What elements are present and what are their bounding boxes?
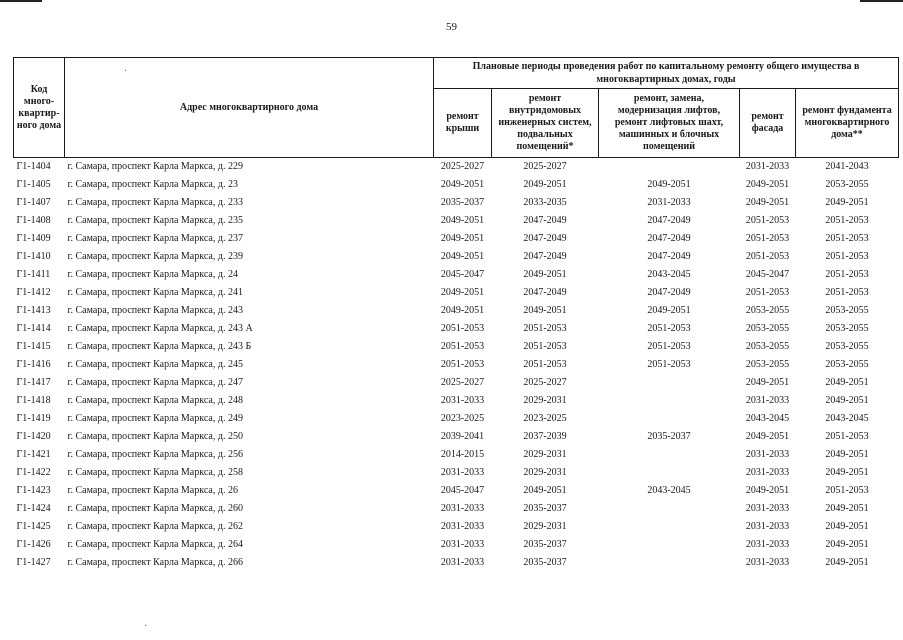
cell-code: Г1-1418 <box>16 395 51 406</box>
cell-foundation: 2053-2055 <box>825 323 869 334</box>
cell-address: г. Самара, проспект Карла Маркса, д. 24 <box>67 269 238 280</box>
cell-facade: 2051-2053 <box>745 251 790 262</box>
table-row <box>14 284 899 302</box>
cell-roof: 2031-2033 <box>440 503 485 514</box>
cell-systems: 2047-2049 <box>523 251 567 262</box>
cell-elevators: 2049-2051 <box>647 179 691 190</box>
cell-facade: 2031-2033 <box>745 539 790 550</box>
cell-systems: 2051-2053 <box>523 341 567 352</box>
cell-address: г. Самара, проспект Карла Маркса, д. 262 <box>67 521 243 532</box>
cell-address: г. Самара, проспект Карла Маркса, д. 266 <box>67 557 243 568</box>
cell-elevators: 2051-2053 <box>647 359 691 370</box>
cell-roof: 2049-2051 <box>440 251 485 262</box>
cell-roof: 2023-2025 <box>440 413 485 424</box>
table-row <box>14 176 899 194</box>
cell-foundation: 2049-2051 <box>825 377 869 388</box>
table-row <box>14 338 899 356</box>
cell-systems: 2035-2037 <box>523 503 567 514</box>
cell-facade: 2053-2055 <box>745 359 790 370</box>
cell-address: г. Самара, проспект Карла Маркса, д. 233 <box>67 197 243 208</box>
cell-address: г. Самара, проспект Карла Маркса, д. 258 <box>67 467 243 478</box>
cell-code: Г1-1413 <box>16 305 51 316</box>
cell-roof: 2025-2027 <box>434 158 492 177</box>
table-row <box>14 158 899 177</box>
cell-foundation: 2041-2043 <box>796 158 899 177</box>
cell-roof: 2031-2033 <box>440 467 485 478</box>
cell-foundation: 2051-2053 <box>825 485 869 496</box>
cell-roof: 2031-2033 <box>440 395 485 406</box>
cell-code: Г1-1410 <box>16 251 51 262</box>
cell-foundation: 2049-2051 <box>825 557 869 568</box>
cell-elevators: 2047-2049 <box>647 233 691 244</box>
cell-code: Г1-1408 <box>16 215 51 226</box>
cell-elevators <box>599 464 740 482</box>
cell-elevators <box>599 554 740 572</box>
header-systems: ремонт внутридомовых инженерных систем, подвальных помещений* <box>492 89 599 158</box>
table-row <box>14 554 899 572</box>
cell-address: г. Самара, проспект Карла Маркса, д. 243 А <box>67 323 253 334</box>
cell-code: Г1-1409 <box>16 233 51 244</box>
cell-roof: 2049-2051 <box>440 287 485 298</box>
cell-code: Г1-1417 <box>16 377 51 388</box>
cell-systems: 2051-2053 <box>523 323 567 334</box>
cell-facade: 2031-2033 <box>745 503 790 514</box>
table-row <box>14 428 899 446</box>
table-row <box>14 374 899 392</box>
cell-roof: 2025-2027 <box>440 377 485 388</box>
cell-foundation: 2049-2051 <box>825 449 869 460</box>
cell-elevators: 2043-2045 <box>647 269 691 280</box>
cell-systems: 2035-2037 <box>523 557 567 568</box>
cell-facade: 2031-2033 <box>745 395 790 406</box>
cell-address: г. Самара, проспект Карла Маркса, д. 256 <box>67 449 243 460</box>
cell-roof: 2031-2033 <box>440 539 485 550</box>
cell-facade: 2049-2051 <box>745 197 790 208</box>
cell-facade: 2053-2055 <box>745 323 790 334</box>
cell-roof: 2051-2053 <box>440 341 485 352</box>
cell-systems: 2049-2051 <box>523 179 567 190</box>
cell-facade: 2051-2053 <box>745 215 790 226</box>
cell-foundation: 2053-2055 <box>825 179 869 190</box>
cell-facade: 2045-2047 <box>745 269 790 280</box>
cell-elevators: 2047-2049 <box>647 251 691 262</box>
cell-address: г. Самара, проспект Карла Маркса, д. 245 <box>67 359 243 370</box>
cell-foundation: 2051-2053 <box>825 215 869 226</box>
table-row <box>14 194 899 212</box>
cell-code: Г1-1414 <box>16 323 51 334</box>
cell-address: г. Самара, проспект Карла Маркса, д. 247 <box>67 377 243 388</box>
cell-address: г. Самара, проспект Карла Маркса, д. 229 <box>65 158 434 177</box>
cell-systems: 2047-2049 <box>523 215 567 226</box>
cell-foundation: 2049-2051 <box>825 503 869 514</box>
cell-elevators: 2049-2051 <box>647 305 691 316</box>
cell-roof: 2035-2037 <box>440 197 485 208</box>
cell-roof: 2049-2051 <box>440 233 485 244</box>
top-rule-right <box>860 0 903 2</box>
cell-address: г. Самара, проспект Карла Маркса, д. 250 <box>67 431 243 442</box>
cell-foundation: 2051-2053 <box>825 251 869 262</box>
cell-roof: 2031-2033 <box>440 557 485 568</box>
cell-roof: 2039-2041 <box>440 431 485 442</box>
cell-code: Г1-1416 <box>16 359 51 370</box>
cell-systems: 2049-2051 <box>523 485 567 496</box>
cell-facade: 2031-2033 <box>740 158 796 177</box>
cell-foundation: 2051-2053 <box>825 287 869 298</box>
cell-address: г. Самара, проспект Карла Маркса, д. 243 Б <box>67 341 252 352</box>
table-row <box>14 500 899 518</box>
cell-code: Г1-1415 <box>16 341 51 352</box>
cell-systems: 2033-2035 <box>523 197 567 208</box>
cell-elevators: 2047-2049 <box>647 215 691 226</box>
cell-facade: 2049-2051 <box>745 377 790 388</box>
table-body <box>14 158 899 573</box>
cell-elevators <box>599 536 740 554</box>
cell-facade: 2049-2051 <box>745 431 790 442</box>
header-facade: ремонт фасада <box>740 89 796 158</box>
cell-facade: 2031-2033 <box>745 467 790 478</box>
cell-code: Г1-1420 <box>16 431 51 442</box>
cell-facade: 2031-2033 <box>745 521 790 532</box>
table-row <box>14 320 899 338</box>
cell-foundation: 2051-2053 <box>825 431 869 442</box>
cell-facade: 2051-2053 <box>745 233 790 244</box>
cell-roof: 2031-2033 <box>440 521 485 532</box>
cell-address: г. Самара, проспект Карла Маркса, д. 241 <box>67 287 243 298</box>
page-number: 59 <box>446 21 457 33</box>
cell-address: г. Самара, проспект Карла Маркса, д. 23 <box>67 179 238 190</box>
cell-facade: 2043-2045 <box>745 413 790 424</box>
repair-schedule-table <box>13 57 899 572</box>
cell-address: г. Самара, проспект Карла Маркса, д. 239 <box>67 251 243 262</box>
cell-foundation: 2049-2051 <box>825 395 869 406</box>
cell-roof: 2045-2047 <box>440 485 485 496</box>
table-row <box>14 446 899 464</box>
cell-foundation: 2053-2055 <box>825 341 869 352</box>
cell-systems: 2049-2051 <box>523 269 567 280</box>
cell-roof: 2051-2053 <box>440 359 485 370</box>
cell-elevators <box>599 374 740 392</box>
cell-elevators <box>599 500 740 518</box>
cell-address: г. Самара, проспект Карла Маркса, д. 237 <box>67 233 243 244</box>
cell-code: Г1-1419 <box>16 413 51 424</box>
cell-foundation: 2051-2053 <box>825 269 869 280</box>
table-row <box>14 248 899 266</box>
cell-elevators: 2043-2045 <box>647 485 691 496</box>
cell-code: Г1-1425 <box>16 521 51 532</box>
cell-systems: 2037-2039 <box>523 431 567 442</box>
cell-elevators <box>599 518 740 536</box>
cell-foundation: 2051-2053 <box>825 233 869 244</box>
cell-address: г. Самара, проспект Карла Маркса, д. 249 <box>67 413 243 424</box>
cell-foundation: 2049-2051 <box>825 539 869 550</box>
cell-address: г. Самара, проспект Карла Маркса, д. 26 <box>67 485 238 496</box>
cell-code: Г1-1412 <box>16 287 51 298</box>
header-code: Код много-квартир-ного дома <box>14 58 65 158</box>
cell-systems: 2029-2031 <box>523 467 567 478</box>
cell-elevators: 2031-2033 <box>647 197 691 208</box>
cell-elevators <box>599 158 740 177</box>
cell-code: Г1-1421 <box>16 449 51 460</box>
cell-systems: 2051-2053 <box>523 359 567 370</box>
table-row <box>14 536 899 554</box>
cell-facade: 2051-2053 <box>745 287 790 298</box>
header-row-top <box>14 58 899 89</box>
cell-code: Г1-1427 <box>16 557 51 568</box>
cell-code: Г1-1422 <box>16 467 51 478</box>
cell-address: г. Самара, проспект Карла Маркса, д. 264 <box>67 539 243 550</box>
cell-address: г. Самара, проспект Карла Маркса, д. 235 <box>67 215 243 226</box>
cell-foundation: 2043-2045 <box>825 413 869 424</box>
cell-roof: 2049-2051 <box>440 215 485 226</box>
table-row <box>14 212 899 230</box>
header-roof: ремонт крыши <box>434 89 492 158</box>
cell-elevators <box>599 446 740 464</box>
cell-systems: 2029-2031 <box>523 395 567 406</box>
cell-roof: 2049-2051 <box>440 179 485 190</box>
cell-systems: 2025-2027 <box>523 377 567 388</box>
cell-facade: 2049-2051 <box>745 179 790 190</box>
cell-roof: 2045-2047 <box>440 269 485 280</box>
top-rule-left <box>0 0 42 2</box>
table-row <box>14 392 899 410</box>
cell-elevators: 2047-2049 <box>647 287 691 298</box>
cell-roof: 2051-2053 <box>440 323 485 334</box>
table-row <box>14 302 899 320</box>
header-periods-group: Плановые периоды проведения работ по капитальному ремонту общего имущества в многоквартирных домах, годы <box>434 58 899 89</box>
header-elevators: ремонт, замена, модернизация лифтов, ремонт лифтовых шахт, машинных и блочных помещений <box>599 89 740 158</box>
cell-facade: 2053-2055 <box>745 305 790 316</box>
cell-systems: 2049-2051 <box>523 305 567 316</box>
cell-code: Г1-1405 <box>16 179 51 190</box>
cell-systems: 2029-2031 <box>523 521 567 532</box>
cell-elevators: 2035-2037 <box>647 431 691 442</box>
cell-elevators: 2051-2053 <box>647 323 691 334</box>
table-row <box>14 518 899 536</box>
cell-foundation: 2049-2051 <box>825 197 869 208</box>
cell-foundation: 2049-2051 <box>825 467 869 478</box>
cell-code: Г1-1423 <box>16 485 51 496</box>
cell-foundation: 2053-2055 <box>825 359 869 370</box>
cell-elevators <box>599 392 740 410</box>
table-row <box>14 356 899 374</box>
cell-address: г. Самара, проспект Карла Маркса, д. 248 <box>67 395 243 406</box>
table-row <box>14 230 899 248</box>
cell-elevators: 2051-2053 <box>647 341 691 352</box>
cell-foundation: 2053-2055 <box>825 305 869 316</box>
cell-address: г. Самара, проспект Карла Маркса, д. 243 <box>67 305 243 316</box>
cell-facade: 2049-2051 <box>745 485 790 496</box>
table-row <box>14 482 899 500</box>
table-row <box>14 410 899 428</box>
cell-systems: 2023-2025 <box>523 413 567 424</box>
cell-roof: 2014-2015 <box>440 449 485 460</box>
scan-speck: · <box>124 66 128 77</box>
table-row <box>14 464 899 482</box>
cell-foundation: 2049-2051 <box>825 521 869 532</box>
cell-systems: 2047-2049 <box>523 233 567 244</box>
cell-code: Г1-1411 <box>16 269 51 280</box>
cell-systems: 2047-2049 <box>523 287 567 298</box>
cell-code: Г1-1424 <box>16 503 51 514</box>
cell-code: Г1-1407 <box>16 197 51 208</box>
cell-code: Г1-1426 <box>16 539 51 550</box>
cell-facade: 2031-2033 <box>745 449 790 460</box>
scan-speck: · <box>144 621 148 632</box>
cell-systems: 2025-2027 <box>492 158 599 177</box>
cell-systems: 2029-2031 <box>523 449 567 460</box>
cell-elevators <box>599 410 740 428</box>
header-foundation: ремонт фундамента многоквартирного дома** <box>796 89 899 158</box>
cell-systems: 2035-2037 <box>523 539 567 550</box>
table-row <box>14 266 899 284</box>
cell-roof: 2049-2051 <box>440 305 485 316</box>
cell-code: Г1-1404 <box>14 158 65 177</box>
header-address: Адрес многоквартирного дома <box>65 58 434 158</box>
cell-facade: 2053-2055 <box>745 341 790 352</box>
cell-address: г. Самара, проспект Карла Маркса, д. 260 <box>67 503 243 514</box>
cell-facade: 2031-2033 <box>745 557 790 568</box>
